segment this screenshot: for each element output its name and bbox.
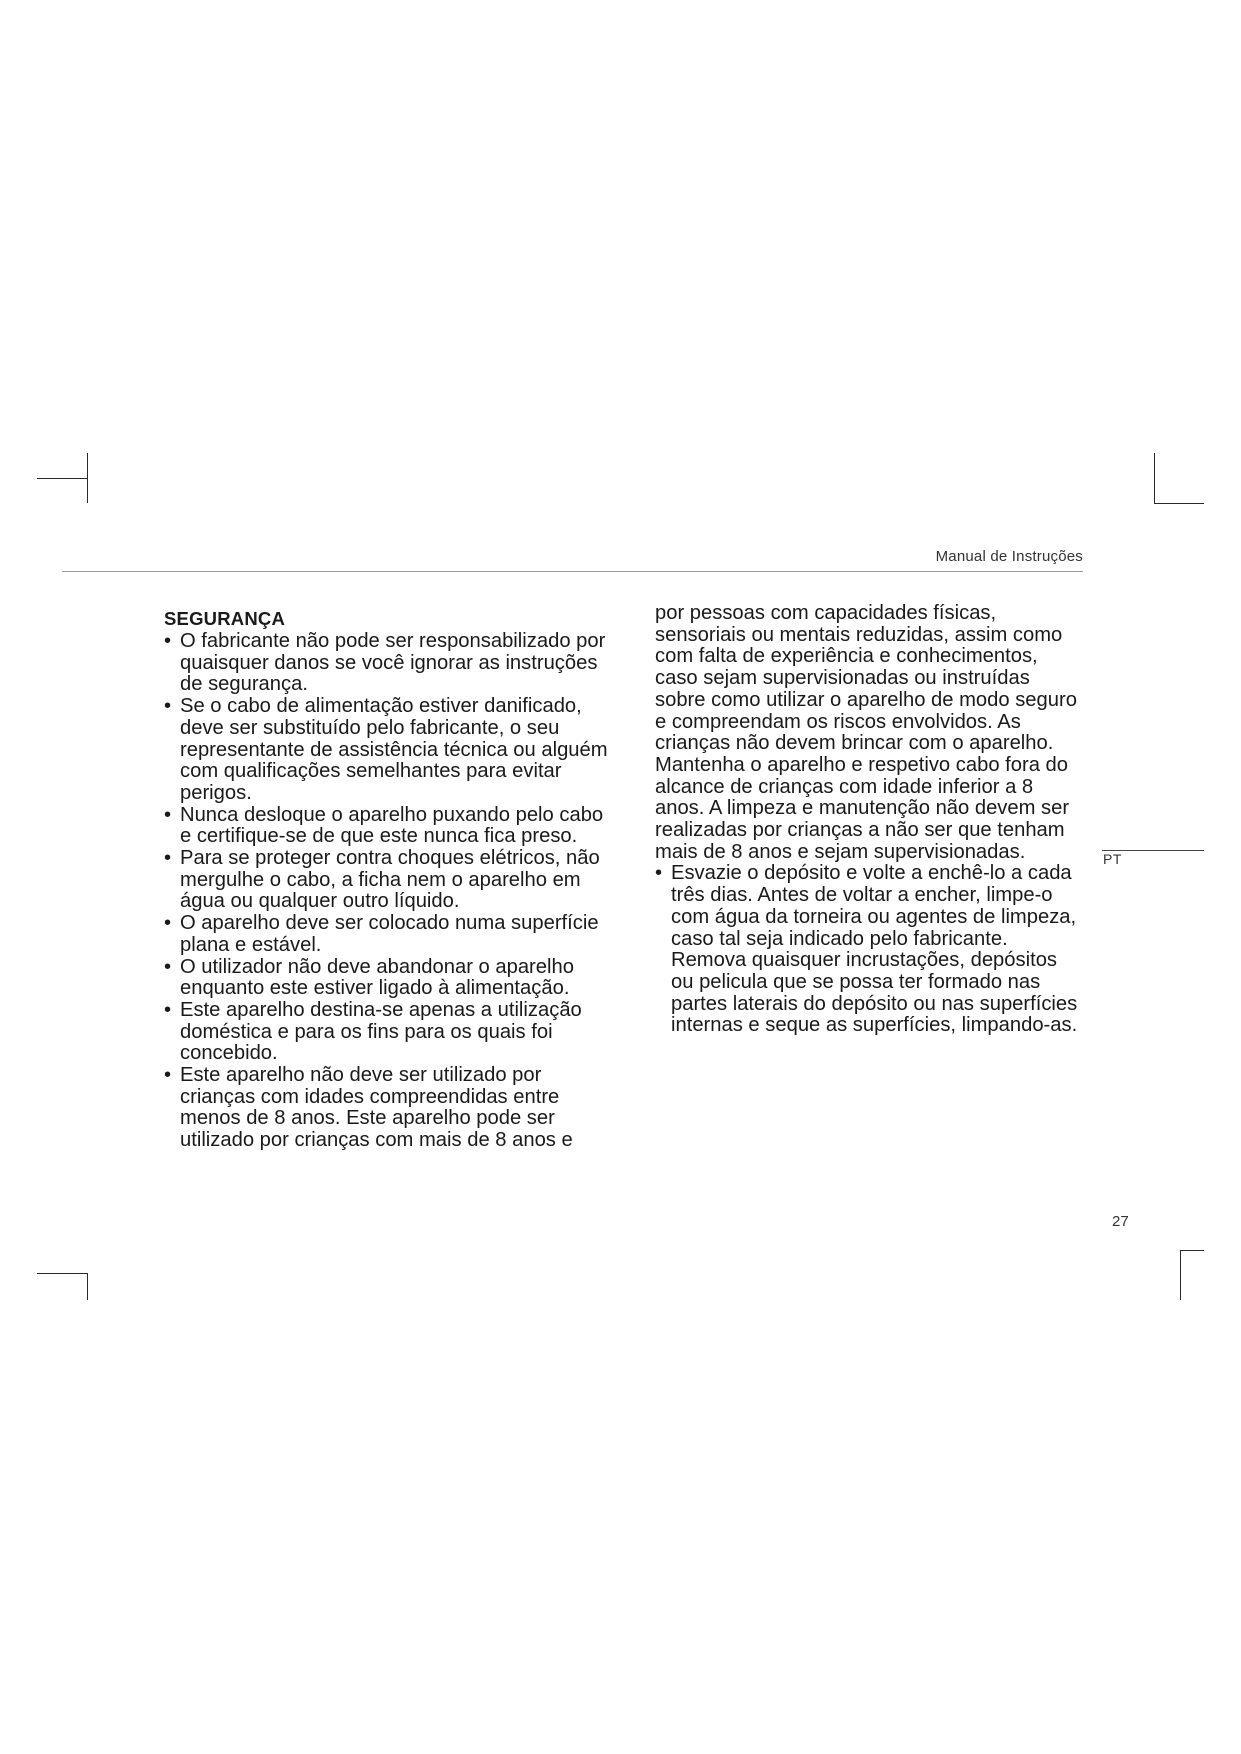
crop-mark-bottom-right-v <box>1180 1250 1181 1300</box>
bullet-icon: • <box>164 847 172 870</box>
header-divider <box>62 571 1083 572</box>
list-item-text: Este aparelho não deve ser utilizado por crianças com idades compreendidas entre menos de 8 anos. Este aparelho pode ser utilizado por crianças com mais de 8 anos e <box>180 1064 573 1152</box>
list-item-text: Para se proteger contra choques elétricos, não mergulhe o cabo, a ficha nem o aparelho em água ou qualquer outro líquido. <box>180 847 600 913</box>
list-item <box>164 848 614 913</box>
right-column <box>655 603 1085 1037</box>
list-item <box>164 913 614 956</box>
list-item <box>164 696 614 805</box>
crop-mark-top-right-v <box>1154 453 1155 503</box>
list-item-text: O utilizador não deve abandonar o aparelho enquanto este estiver ligado à alimentação. <box>180 955 574 1000</box>
bullet-icon: • <box>164 803 172 826</box>
continued-paragraph: por pessoas com capacidades físicas, sensoriais ou mentais reduzidas, assim como com falta de experiência e conhecimentos, caso sejam supervisionadas ou instruídas sobre como utilizar o aparelho de modo seguro e compreendam os riscos envolvidos. As crianças não devem brincar com o aparelho. Mantenha o aparelho e respetivo cabo fora do alcance de crianças com idade inferior a 8 anos. A limpeza e manutenção não devem ser realizadas por crianças a não ser que tenham mais de 8 anos e sejam supervisionadas. <box>655 602 1077 863</box>
crop-mark-top-left-h <box>37 478 87 479</box>
manual-title: Manual de Instruções <box>935 548 1083 565</box>
left-column <box>164 607 614 1152</box>
list-item-text: Esvazie o depósito e volte a enchê-lo a cada três dias. Antes de voltar a encher, limpe-o com água da torneira ou agentes de limpeza, caso tal seja indicado pelo fabricante. Remova quaisquer incrustações, depósitos ou pelicula que se possa ter formado nas partes laterais do depósito ou nas superfícies internas e seque as superfícies, limpando-as. <box>671 862 1078 1037</box>
bullet-icon: • <box>164 912 172 935</box>
list-item <box>164 1000 614 1065</box>
list-item-text: O aparelho deve ser colocado numa superfície plana e estável. <box>180 912 599 956</box>
list-item-text: Se o cabo de alimentação estiver danificado, deve ser substituído pelo fabricante, o seu representante de assistência técnica ou alguém com qualificações semelhantes para evitar perigos. <box>180 695 608 804</box>
bullet-icon: • <box>164 630 172 652</box>
safety-list-right <box>655 863 1085 1037</box>
language-tab: PT <box>1103 851 1122 867</box>
bullet-icon: • <box>164 1064 172 1087</box>
list-item <box>655 863 1085 1037</box>
crop-mark-bottom-left-h <box>37 1273 87 1274</box>
section-title: SEGURANÇA <box>164 608 286 629</box>
crop-mark-top-right-h <box>1154 503 1204 504</box>
crop-mark-top-left-v <box>87 453 88 503</box>
bullet-icon: • <box>655 862 663 885</box>
list-item <box>164 957 614 1000</box>
list-item <box>164 1065 614 1152</box>
page-number: 27 <box>1112 1213 1129 1230</box>
list-item-text: O fabricante não pode ser responsabilizado por quaisquer danos se você ignorar as instruções de segurança. <box>180 630 606 696</box>
bullet-icon: • <box>164 695 172 718</box>
crop-mark-bottom-right-h <box>1180 1250 1204 1251</box>
list-item <box>164 631 614 696</box>
bullet-icon: • <box>164 998 172 1021</box>
crop-mark-bottom-left-v <box>87 1273 88 1300</box>
safety-list-left <box>164 631 614 1152</box>
bullet-icon: • <box>164 955 172 978</box>
list-item-text: Nunca desloque o aparelho puxando pelo cabo e certifique-se de que este nunca fica preso. <box>180 803 604 848</box>
list-item-text: Este aparelho destina-se apenas a utilização doméstica e para os fins para os quais foi concebido. <box>180 998 582 1065</box>
list-item <box>164 805 614 848</box>
